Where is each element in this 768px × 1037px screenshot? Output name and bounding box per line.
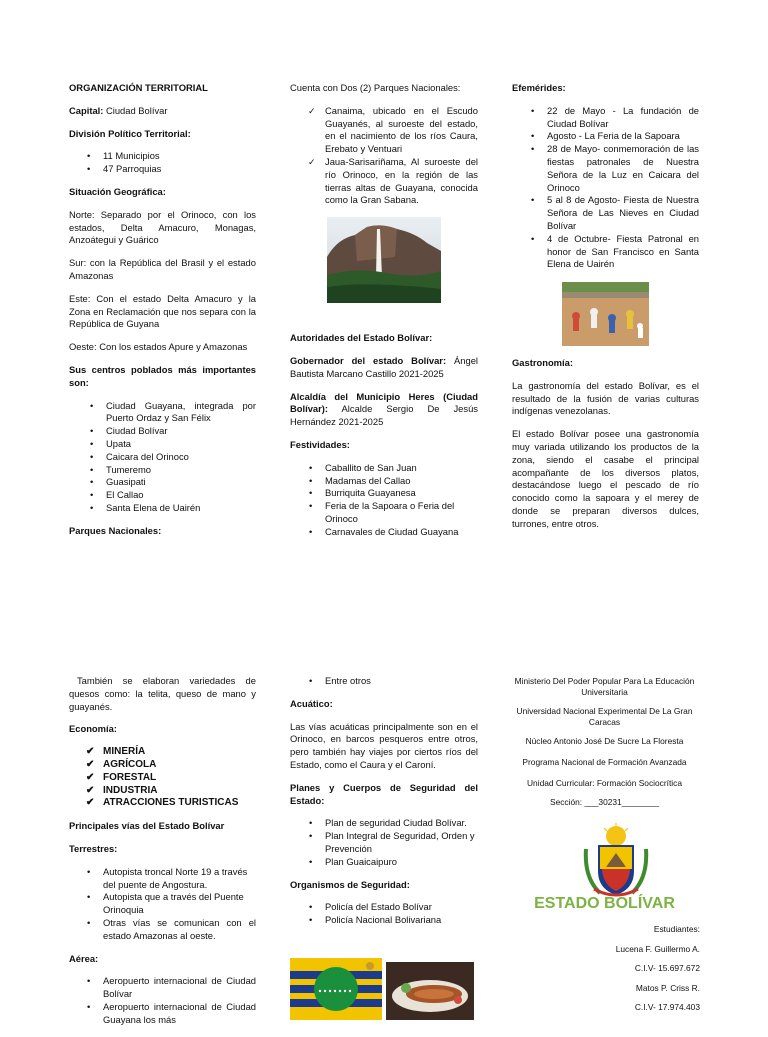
food-photo: [386, 962, 474, 1020]
list-item: • Plan Guaicaipuro: [325, 856, 478, 869]
aerea-list: [69, 975, 256, 1026]
gastronomia-text-1: La gastronomía del estado Bolívar, es el resultado de la fusión de varias culturas indígenas venezolanas.: [512, 379, 699, 417]
list-item: • 22 de Mayo - La fundación de Ciudad Bolívar: [547, 105, 699, 131]
vias-label: Principales vías del Estado Bolívar: [69, 820, 225, 832]
organismos-label: Organismos de Seguridad:: [290, 878, 410, 890]
list-item: • Autopista que a través del Puente Orinoquia: [103, 891, 256, 917]
list-item: ✔ AGRÍCOLA: [103, 759, 256, 772]
terrestres-list: [69, 866, 256, 943]
estado-title: ESTADO BOLÍVAR: [534, 895, 675, 912]
economia-label: Economía:: [69, 723, 117, 735]
estudiantes-label: Estudiantes:: [653, 924, 700, 934]
list-item: • Carnavales de Ciudad Guayana: [325, 526, 478, 539]
list-item: • Santa Elena de Uairén: [106, 502, 256, 515]
list-item: • 11 Municipios: [103, 150, 256, 163]
economia-list: [69, 746, 256, 810]
division-label: División Político Territorial:: [69, 127, 191, 139]
unidad-text: Unidad Curricular: Formación Sociocrítica: [527, 778, 682, 788]
gobernador-label: Gobernador del estado Bolívar:: [290, 354, 447, 366]
quesos-text: También se elaboran variedades de quesos como: la telita, queso de mano y guayanés.: [69, 675, 256, 712]
list-item: • 47 Parroquias: [103, 163, 256, 176]
student-name: Matos P. Criss R.: [635, 982, 700, 993]
list-item: • Plan de seguridad Ciudad Bolívar.: [325, 817, 478, 830]
centros-list: [69, 400, 256, 515]
acuatico-label: Acuático:: [290, 697, 333, 709]
list-item: • Madamas del Callao: [325, 475, 478, 488]
list-item: • Agosto - La Feria de la Sapoara: [547, 130, 699, 143]
parques-label: Parques Nacionales:: [69, 524, 162, 536]
organismos-list: [290, 901, 478, 927]
list-item: • Policía Nacional Bolivariana: [325, 914, 478, 927]
capital-label: Capital:: [69, 104, 104, 116]
list-item: • Aeropuerto internacional de Ciudad Guayana los más: [103, 1001, 256, 1027]
list-item: • 5 al 8 de Agosto- Fiesta de Nuestra Señora de Las Nieves en Ciudad Bolívar: [547, 194, 699, 232]
list-item: ✔ FORESTAL: [103, 772, 256, 785]
list-item: • 4 de Octubre- Fiesta Patronal en honor de San Francisco en Santa Elena de Uairén: [547, 233, 699, 271]
list-item: • Feria de la Sapoara o Feria del Orinoco: [325, 500, 478, 526]
parques-list: [290, 105, 478, 207]
list-item: • Entre otros: [325, 675, 478, 688]
autoridades-label: Autoridades del Estado Bolívar:: [290, 332, 433, 344]
centros-label: Sus centros poblados más importantes son:: [69, 363, 256, 388]
list-item: • Autopista troncal Norte 19 a través del puente de Angostura.: [103, 866, 256, 892]
nucleo-text: Núcleo Antonio José De Sucre La Floresta: [525, 736, 684, 746]
list-item: • Policía del Estado Bolívar: [325, 901, 478, 914]
efemerides-label: Efemérides:: [512, 82, 566, 93]
festividades-list: [290, 462, 478, 539]
panel-economia: [69, 675, 256, 1037]
planes-list: [290, 817, 478, 868]
list-item: ✔ INDUSTRIA: [103, 785, 256, 798]
gobernador-value: Ángel Bautista Marcano Castillo 2021-2025: [290, 354, 478, 379]
ministerio-text: Ministerio Del Poder Popular Para La Educación Universitaria: [514, 676, 695, 697]
programa-text: Programa Nacional de Formación Avanzada: [522, 756, 687, 767]
panel-parques: [290, 82, 478, 549]
entre-otros-list: [290, 675, 478, 688]
list-item: • El Callao: [106, 489, 256, 502]
list-item: • Otras vías se comunican con el estado Amazonas al oeste.: [103, 917, 256, 943]
alcaldia-label: Alcaldía del Municipio Heres (Ciudad Bolívar):: [290, 390, 478, 415]
festival-photo: [562, 282, 649, 346]
acuatico-text: Las vías acuáticas principalmente son en el Orinoco, en barcos pesqueros entre otros, pero también hay viajes por ciertos ríos del Estado, como el Caura y el Caroní.: [290, 720, 478, 770]
universidad-text: Universidad Nacional Experimental De La Gran Caracas: [516, 706, 693, 727]
panel-efemerides: [512, 82, 699, 281]
este-text: Este: Con el estado Delta Amacuro y la Zona en Reclamación que nos separa con la República de Guyana: [69, 292, 256, 330]
list-item: • Caballito de San Juan: [325, 462, 478, 475]
efemerides-list: [512, 105, 699, 271]
cover-panel: [507, 676, 702, 807]
coat-of-arms-image: [580, 823, 652, 899]
student-id: C.I.V- 17.974.403: [634, 1002, 700, 1012]
canaima-photo: [327, 217, 441, 303]
parques-intro: Cuenta con Dos (2) Parques Nacionales:: [290, 82, 461, 93]
gastronomia-label: Gastronomía:: [512, 357, 573, 368]
list-item: ✔ ATRACCIONES TURISTICAS: [103, 797, 256, 810]
terrestres-label: Terrestres:: [69, 842, 118, 854]
division-list: [69, 150, 256, 176]
list-item: • Burriquita Guayanesa: [325, 487, 478, 500]
oeste-text: Oeste: Con los estados Apure y Amazonas: [69, 341, 248, 353]
aerea-label: Aérea:: [69, 952, 99, 964]
list-item: • Ciudad Guayana, integrada por Puerto Ordaz y San Félix: [106, 400, 256, 426]
list-item: • Upata: [106, 438, 256, 451]
norte-text: Norte: Separado por el Orinoco, con los estados, Delta Amacuro, Monagas, Anzoátegui y Guárico: [69, 208, 256, 246]
list-item: ✓ Canaima, ubicado en el Escudo Guayanés, al suroeste del estado, en el nacimiento de los ríos Caura, Erebato y Ventuari: [325, 105, 478, 156]
list-item: ✓ Jaua-Sarisariñama, Al suroeste del río Orinoco, en la región de las tierras altas de Guayana, conocida como la Gran Sabana.: [325, 156, 478, 207]
section-title: ORGANIZACIÓN TERRITORIAL: [69, 82, 208, 93]
sur-text: Sur: con la República del Brasil y el estado Amazonas: [69, 257, 256, 281]
list-item: • Tumeremo: [106, 464, 256, 477]
capital-value: Ciudad Bolívar: [103, 104, 168, 116]
list-item: • Aeropuerto internacional de Ciudad Bolívar: [103, 975, 256, 1001]
panel-organizacion: [69, 82, 256, 548]
seccion-text: Sección: ___30231________: [550, 796, 659, 807]
list-item: • Ciudad Bolívar: [106, 425, 256, 438]
bolivar-flag-image: [290, 958, 382, 1020]
student-id: C.I.V- 15.697.672: [634, 963, 700, 973]
situacion-label: Situación Geográfica:: [69, 185, 166, 197]
festividades-label: Festividades:: [290, 438, 350, 450]
list-item: • Caicara del Orinoco: [106, 451, 256, 464]
list-item: ✔ MINERÍA: [103, 746, 256, 759]
panel-acuatico: [290, 675, 478, 937]
list-item: • Plan Integral de Seguridad, Orden y Prevención: [325, 830, 478, 856]
panel-gastronomia: [512, 357, 699, 541]
list-item: • Guasipati: [106, 476, 256, 489]
planes-label: Planes y Cuerpos de Seguridad del Estado:: [290, 781, 478, 806]
alcaldia-value: Alcalde Sergio De Jesús Hernández 2021-2025: [290, 403, 478, 428]
estudiantes-block: [520, 924, 700, 1013]
student-name: Lucena F. Guillermo A.: [615, 943, 700, 954]
gastronomia-text-2: El estado Bolívar posee una gastronomía muy variada utilizando los productos de la zona, siendo el casabe el principal acompañante de los diversos platos, destacándose luego el pescado de río conocido como la sapoara y el merey de donde se preparan diversos dulces, turrones, entre otros.: [512, 428, 699, 529]
list-item: • 28 de Mayo- conmemoración de las fiestas patronales de Nuestra Señora de la Luz en Caicara del Orinoco: [547, 143, 699, 194]
